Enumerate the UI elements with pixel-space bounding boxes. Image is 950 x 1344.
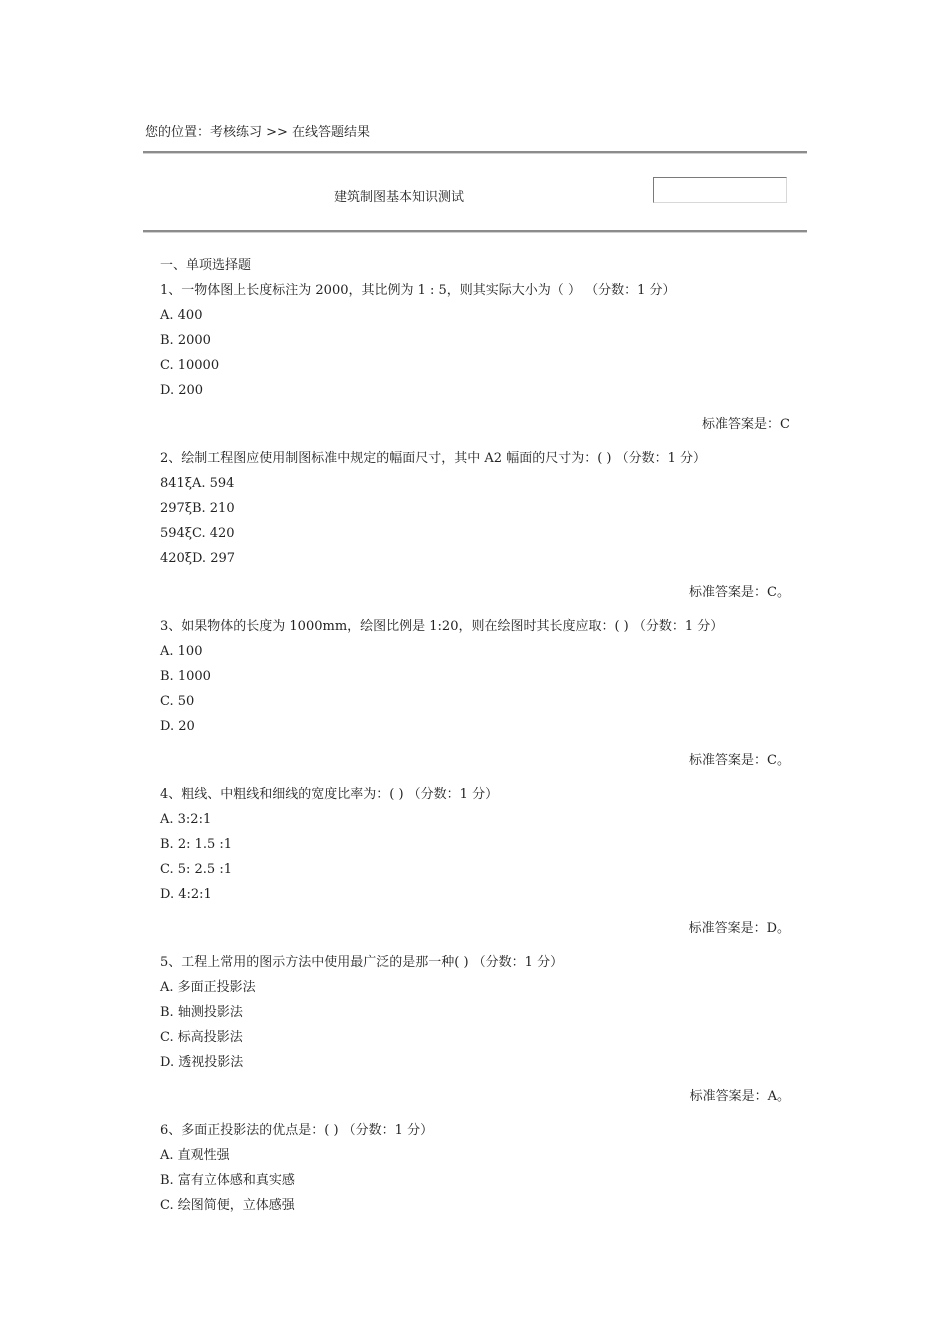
question-block bbox=[160, 278, 790, 437]
standard-answer: 标准答案是：A。 bbox=[689, 1089, 790, 1104]
option-b: 297ξB. 210 bbox=[160, 501, 235, 516]
option-a: A. 3:2:1 bbox=[160, 812, 212, 827]
standard-answer: 标准答案是：C。 bbox=[689, 753, 790, 768]
question-block bbox=[160, 446, 790, 605]
option-d: D. 20 bbox=[160, 719, 195, 734]
question-text: 2、绘制工程图应使用制图标准中规定的幅面尺寸，其中 A2 幅面的尺寸为：( ) （分数：1 分） bbox=[160, 451, 707, 466]
standard-answer: 标准答案是：C bbox=[702, 417, 790, 432]
option-c: C. 50 bbox=[160, 694, 195, 709]
option-b: B. 2: 1.5 :1 bbox=[160, 837, 233, 852]
option-b: B. 2000 bbox=[160, 333, 211, 348]
option-b: B. 1000 bbox=[160, 669, 211, 684]
option-a: A. 多面正投影法 bbox=[160, 980, 256, 995]
question-block bbox=[160, 614, 790, 773]
question-block bbox=[160, 1118, 790, 1218]
standard-answer: 标准答案是：C。 bbox=[689, 585, 790, 600]
question-text: 1、一物体图上长度标注为 2000，其比例为 1 : 5，则其实际大小为（ ） （分数：1 分） bbox=[160, 283, 676, 298]
top-divider bbox=[143, 151, 807, 154]
option-a: 841ξA. 594 bbox=[160, 476, 235, 491]
option-c: C. 绘图简便，立体感强 bbox=[160, 1198, 295, 1213]
breadcrumb: 您的位置：考核练习 >> 在线答题结果 bbox=[145, 125, 371, 140]
section-heading: 一、单项选择题 bbox=[160, 258, 252, 273]
bottom-divider bbox=[143, 230, 807, 233]
question-block bbox=[160, 782, 790, 941]
option-a: A. 400 bbox=[160, 308, 203, 323]
option-c: C. 5: 2.5 :1 bbox=[160, 862, 232, 877]
question-text: 5、工程上常用的图示方法中使用最广泛的是那一种( ) （分数：1 分） bbox=[160, 955, 564, 970]
option-d: 420ξD. 297 bbox=[160, 551, 236, 566]
option-a: A. 直观性强 bbox=[160, 1148, 230, 1163]
option-b: B. 富有立体感和真实感 bbox=[160, 1173, 295, 1188]
standard-answer: 标准答案是：D。 bbox=[688, 921, 790, 936]
question-block bbox=[160, 950, 790, 1109]
option-d: D. 透视投影法 bbox=[160, 1055, 244, 1070]
question-text: 3、如果物体的长度为 1000mm，绘图比例是 1:20，则在绘图时其长度应取：( ) （分数：1 分） bbox=[160, 619, 724, 634]
question-text: 4、粗线、中粗线和细线的宽度比率为：( ) （分数：1 分） bbox=[160, 787, 499, 802]
score-input[interactable] bbox=[653, 177, 787, 203]
question-list bbox=[160, 253, 790, 1218]
option-d: D. 200 bbox=[160, 383, 204, 398]
option-c: 594ξC. 420 bbox=[160, 526, 235, 541]
option-b: B. 轴测投影法 bbox=[160, 1005, 243, 1020]
question-text: 6、多面正投影法的优点是：( ) （分数：1 分） bbox=[160, 1123, 434, 1138]
page-title: 建筑制图基本知识测试 bbox=[334, 190, 465, 205]
option-a: A. 100 bbox=[160, 644, 203, 659]
option-d: D. 4:2:1 bbox=[160, 887, 212, 902]
option-c: C. 10000 bbox=[160, 358, 220, 373]
option-c: C. 标高投影法 bbox=[160, 1030, 243, 1045]
